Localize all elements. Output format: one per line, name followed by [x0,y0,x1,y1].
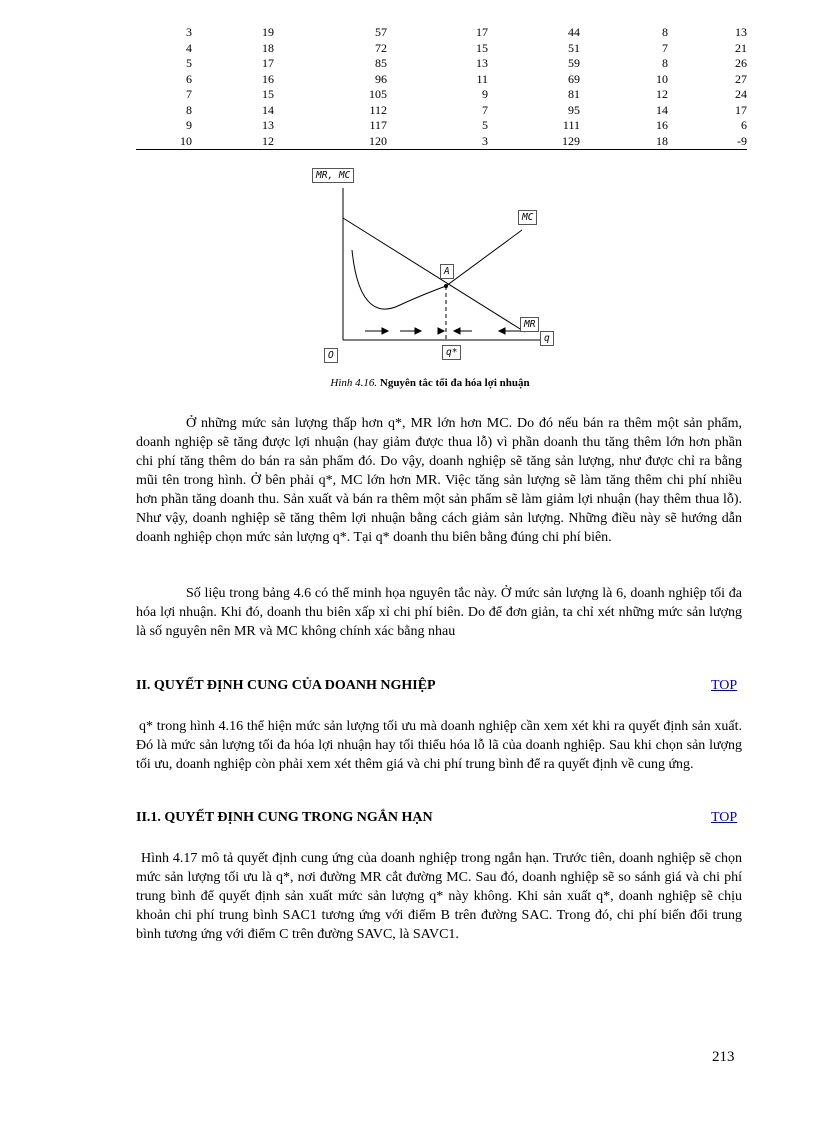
table-cell: 6 [186,71,192,86]
mc-curve [352,230,522,309]
table-cell: 27 [735,71,747,86]
arrow-left-1-head [454,328,460,334]
mr-curve [343,218,525,332]
table-cell: 17 [476,25,488,39]
table-cell: -9 [668,134,747,150]
table-cell: 3 [387,134,488,150]
paragraph-4: Hình 4.17 mô tả quyết định cung ứng của doanh nghiệp trong ngắn hạn. Trước tiên, doanh nghiệp sẽ chọn mức sản lượng tối ưu là q*, nơi đường MR cắt đường MC. Sau đó, doanh nghiệp sẽ so sánh giá và chi phí trung bình để quyết định sản xuất mức sản lượng q* này không. Khi sản xuất q*, doanh nghiệp sẽ chịu khoản chi phí trung bình SAC1 tương ứng với điểm B trên đường SAC. Trong đó, chi phí biến đổi trung bình tương ứng với điểm C trên đường SAVC, là SAVC1. [136,851,742,942]
table-cell: 16 [262,71,274,86]
heading-section-2: II. QUYẾT ĐỊNH CUNG CỦA DOANH NGHIỆP [136,678,436,693]
table-cell: 4 [186,40,192,55]
table-cell: 5 [482,118,488,132]
table-cell: 14 [262,102,274,117]
table-cell: 8 [186,102,192,117]
paragraph-1: Ở những mức sản lượng thấp hơn q*, MR lớn hơn MC. Do đó nếu bán ra thêm một sản phẩm, doanh nghiệp sẽ tăng được lợi nhuận (hay giảm được thua lỗ) vì phần doanh thu tăng thêm lớn hơn phần chi phí tăng thêm do bán ra sản phẩm đó. Do vậy, doanh nghiệp sẽ tăng sản lượng, như được chỉ ra bằng mũi tên trong hình. Ở bên phải q*, MC lớn hơn MR. Việc tăng sản lượng sẽ làm tăng thêm chi phí nhiều hơn phần tăng doanh thu. Sản xuất và bán ra thêm một sản phẩm sẽ làm giảm lợi nhuận (hay thêm thua lỗ). Như vậy, doanh nghiệp sẽ tăng thêm lợi nhuận bằng cách giảm sản lượng. Những điều này sẽ hướng dẫn doanh nghiệp chọn mức sản lượng q*. Tại q* doanh thu biên bằng đúng chi phí biên. [136,416,742,545]
table-cell: 19 [262,25,274,39]
point-a [444,284,448,288]
table-row [136,25,747,41]
table-cell: 12 [656,87,668,101]
table-cell: 15 [476,40,488,55]
table-cell: 6 [741,118,747,132]
table-cell: 24 [735,87,747,101]
table-cell: 14 [656,102,668,117]
table-cell: 117 [369,118,387,132]
table-cell: 10 [136,134,192,150]
table-cell: 5 [186,56,192,70]
table-row [136,118,747,134]
table-cell: 26 [735,56,747,70]
table-cell: 72 [375,40,387,55]
point-a-label: A [440,264,454,279]
table-cell: 11 [476,71,488,86]
table-cell: 17 [735,102,747,117]
arrow-right-3-head [438,328,444,334]
table-cell: 95 [568,102,580,117]
mr-label: MR [520,317,539,332]
top-link-2[interactable]: TOP [711,810,738,825]
table-cell: 17 [262,56,274,70]
table-cell: 13 [735,25,747,39]
table-cell: 18 [262,40,274,55]
y-axis-label: MR, MC [312,168,354,183]
table-cell: 57 [375,25,387,39]
table-cell: 9 [186,118,192,132]
table-cell: 81 [568,87,580,101]
mc-label: MC [518,210,537,225]
table-cell: 96 [375,71,387,86]
table-cell: 8 [662,25,668,39]
table-row [136,87,747,103]
table-row [136,134,747,150]
q-star-label: q* [442,345,461,360]
table-cell: 111 [562,118,580,132]
caption-title: Nguyên tắc tối đa hóa lợi nhuận [379,377,530,389]
q-axis-label: q [540,331,554,346]
table-cell: 7 [482,102,488,117]
table-cell: 12 [192,134,274,150]
top-link-1[interactable]: TOP [711,678,738,693]
table-row [136,103,747,119]
table-cell: 10 [656,71,668,86]
table-row [136,56,747,72]
table-cell: 8 [662,56,668,70]
table-cell: 69 [568,71,580,86]
table-cell: 7 [186,87,192,101]
figure-4-16 [300,160,580,370]
table-cell: 9 [482,87,488,101]
table-cell: 7 [662,40,668,55]
table-row [136,41,747,57]
table-cell: 85 [375,56,387,70]
paragraph-2: Số liệu trong bảng 4.6 có thể minh họa nguyên tắc này. Ở mức sản lượng là 6, doanh nghiệp tối đa hóa lợi nhuận. Khi đó, doanh thu biên xấp xỉ chi phí biên. Do để đơn giản, ta chỉ xét những mức sản lượng là số nguyên nên MR và MC không chính xác bằng nhau [136,586,742,639]
table-body [136,25,747,150]
arrow-right-1-head [382,328,388,334]
table-cell: 120 [274,134,387,150]
table-cell: 16 [656,118,668,132]
arrow-left-2-head [499,328,505,334]
caption-number: Hình 4.16. [330,377,378,389]
data-table [136,25,747,150]
table-cell: 18 [580,134,668,150]
heading-section-2-1: II.1. QUYẾT ĐỊNH CUNG TRONG NGẮN HẠN [136,810,433,825]
arrow-right-2-head [415,328,421,334]
table-cell: 112 [369,102,387,117]
table-cell: 105 [369,87,387,101]
paragraph-3: q* trong hình 4.16 thể hiện mức sản lượng tối ưu mà doanh nghiệp cần xem xét khi ra quyết định sản xuất. Đó là mức sản lượng tối đa hóa lợi nhuận hay tối thiểu hóa lỗ lã của doanh nghiệp. Sau khi chọn sản lượng tối ưu, doanh nghiệp còn phải xem xét thêm giá và chi phí trung bình để ra quyết định về cung ứng. [136,719,742,772]
table-cell: 21 [735,40,747,55]
figure-caption [300,377,560,389]
table-cell: 3 [186,25,192,39]
table-cell: 13 [476,56,488,70]
table-cell: 15 [262,87,274,101]
page-number: 213 [712,1049,735,1065]
table-cell: 59 [568,56,580,70]
table-cell: 13 [262,118,274,132]
direction-arrows [365,328,520,334]
origin-label: O [324,348,338,363]
table-row [136,72,747,88]
table-cell: 129 [488,134,580,150]
table-cell: 51 [568,40,580,55]
table-cell: 44 [568,25,580,39]
